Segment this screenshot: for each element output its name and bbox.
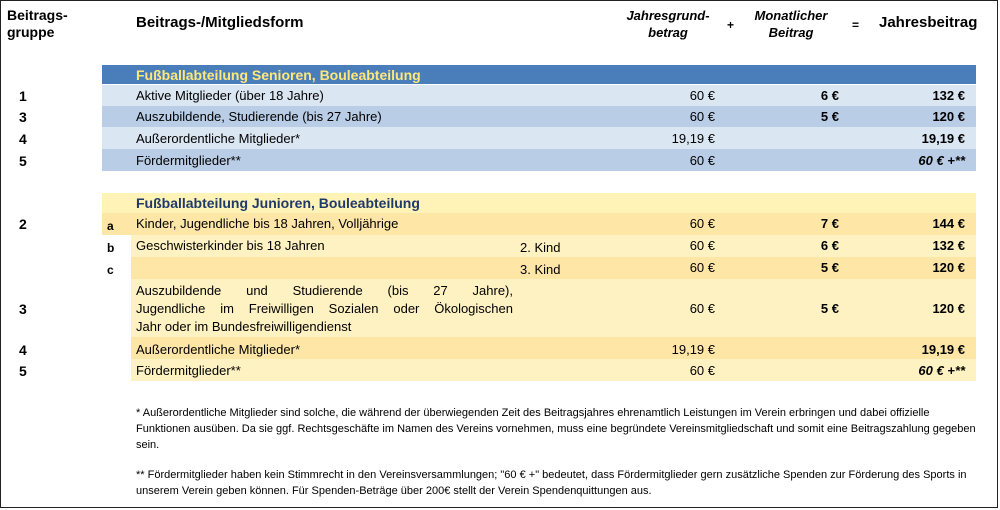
header-grund-line1: Jahresgrund- <box>626 8 710 23</box>
junior-row-4-jahres: 19,19 € <box>921 342 965 357</box>
header-plus: + <box>727 18 735 32</box>
header-monatlich <box>741 7 841 41</box>
header-jahresbeitrag: Jahresbeitrag <box>879 14 978 31</box>
junior-section-title: Fußballabteilung Junioren, Bouleabteilung <box>136 195 420 211</box>
header-grundbetrag <box>613 7 723 41</box>
header-gruppe-line1: Beitrags- <box>7 7 68 23</box>
junior-row-c-kind: 3. Kind <box>520 262 561 277</box>
junior-row-a-grund: 60 € <box>689 216 715 231</box>
junior-row-5-jahres: 60 € +** <box>918 363 965 378</box>
junior-row-3-monat: 5 € <box>820 301 839 316</box>
junior-row-c-grund: 60 € <box>689 260 715 275</box>
junior-row-5-form: Fördermitglieder** <box>136 363 241 378</box>
junior-row-a-jahres: 144 € <box>932 216 965 231</box>
senior-row-2-grund: 60 € <box>689 109 715 124</box>
senior-row-4-jahres: 60 € +** <box>918 153 965 168</box>
senior-row-2-jahres: 120 € <box>932 109 965 124</box>
junior-row-4-gruppe: 4 <box>19 342 27 358</box>
junior-group-2: 2 <box>19 216 27 232</box>
senior-row-3-jahres: 19,19 € <box>921 131 965 146</box>
senior-section-title: Fußballabteilung Senioren, Bouleabteilung <box>136 67 421 83</box>
junior-sub-c: c <box>107 263 114 277</box>
junior-row-b-form: Geschwisterkinder bis 18 Jahren <box>136 238 325 253</box>
senior-row-1-form: Aktive Mitglieder (über 18 Jahre) <box>136 88 324 103</box>
junior-row-b-monat: 6 € <box>820 238 839 253</box>
junior-row-4-form: Außerordentliche Mitglieder* <box>136 342 301 357</box>
senior-row-1-jahres: 132 € <box>932 88 965 103</box>
senior-row-2-monat: 5 € <box>820 109 839 124</box>
senior-row-1-gruppe: 1 <box>19 88 27 104</box>
senior-row-3-gruppe: 4 <box>19 131 27 147</box>
junior-row-3-line1: Auszubildende und Studierende (bis 27 Jahre), <box>136 283 513 298</box>
footnote-ausserordentlich: * Außerordentliche Mitglieder sind solche, die während der überwiegenden Zeit des Beitragsjahres ehrenamtlich Leistungen im Verein erbringen und dabei offizielle Funktionen ausüben. Da sie ggf. Rechtsgeschäfte im Namen des Vereins vornehmen, muss eine begründete Vereinsmitgliedschaft und somit eine Beitragszahlung gegeben sein. <box>136 407 976 451</box>
junior-row-5-grund: 60 € <box>689 363 715 378</box>
header-monat-line1: Monatlicher <box>754 8 828 23</box>
junior-row-3-line2: Jugendliche im Freiwilligen Sozialen oder Ökologischen <box>136 301 513 316</box>
senior-row-3-grund: 19,19 € <box>671 131 715 146</box>
junior-row-c-monat: 5 € <box>820 260 839 275</box>
footnote-foerdermitglieder: ** Fördermitglieder haben kein Stimmrecht in den Vereinsversammlungen; "60 € +" bedeutet, dass Fördermitglieder gern zusätzliche Spenden zur Förderung des Sports in unserem Verein geben können. Für Spenden-Beträge über 200€ stellt der Verein Spendenquittungen aus. <box>136 469 967 497</box>
header-gruppe-line2: gruppe <box>7 24 55 40</box>
junior-row-a-form: Kinder, Jugendliche bis 18 Jahren, Volljährige <box>136 216 399 231</box>
junior-row-3-line3: Jahr oder im Bundesfreiwilligendienst <box>136 319 352 334</box>
junior-row-b-jahres: 132 € <box>932 238 965 253</box>
junior-row-3-jahres: 120 € <box>932 301 965 316</box>
header-grund-line2: betrag <box>648 25 688 40</box>
junior-row-c-jahres: 120 € <box>932 260 965 275</box>
junior-sub-b: b <box>107 241 115 255</box>
junior-row-b-grund: 60 € <box>689 238 715 253</box>
senior-row-2-gruppe: 3 <box>19 109 27 125</box>
junior-row-5-band <box>131 359 976 381</box>
junior-row-5-gruppe: 5 <box>19 363 27 379</box>
senior-row-4-gruppe: 5 <box>19 153 27 169</box>
senior-row-4-grund: 60 € <box>689 153 715 168</box>
senior-row-3-form: Außerordentliche Mitglieder* <box>136 131 301 146</box>
header-form: Beitrags-/Mitgliedsform <box>136 14 304 31</box>
junior-sub-a: a <box>107 219 114 233</box>
junior-row-a-monat: 7 € <box>820 216 839 231</box>
junior-row-3-grund: 60 € <box>689 301 715 316</box>
junior-row-b-kind: 2. Kind <box>520 240 561 255</box>
senior-row-2-form: Auszubildende, Studierende (bis 27 Jahre) <box>136 109 382 124</box>
header-equals: = <box>852 18 860 32</box>
senior-row-1-monat: 6 € <box>820 88 839 103</box>
senior-row-1-grund: 60 € <box>689 88 715 103</box>
junior-row-4-grund: 19,19 € <box>671 342 715 357</box>
header-gruppe <box>7 7 68 41</box>
junior-row-3-gruppe: 3 <box>19 301 27 317</box>
senior-row-4-form: Fördermitglieder** <box>136 153 241 168</box>
header-monat-line2: Beitrag <box>768 25 814 40</box>
